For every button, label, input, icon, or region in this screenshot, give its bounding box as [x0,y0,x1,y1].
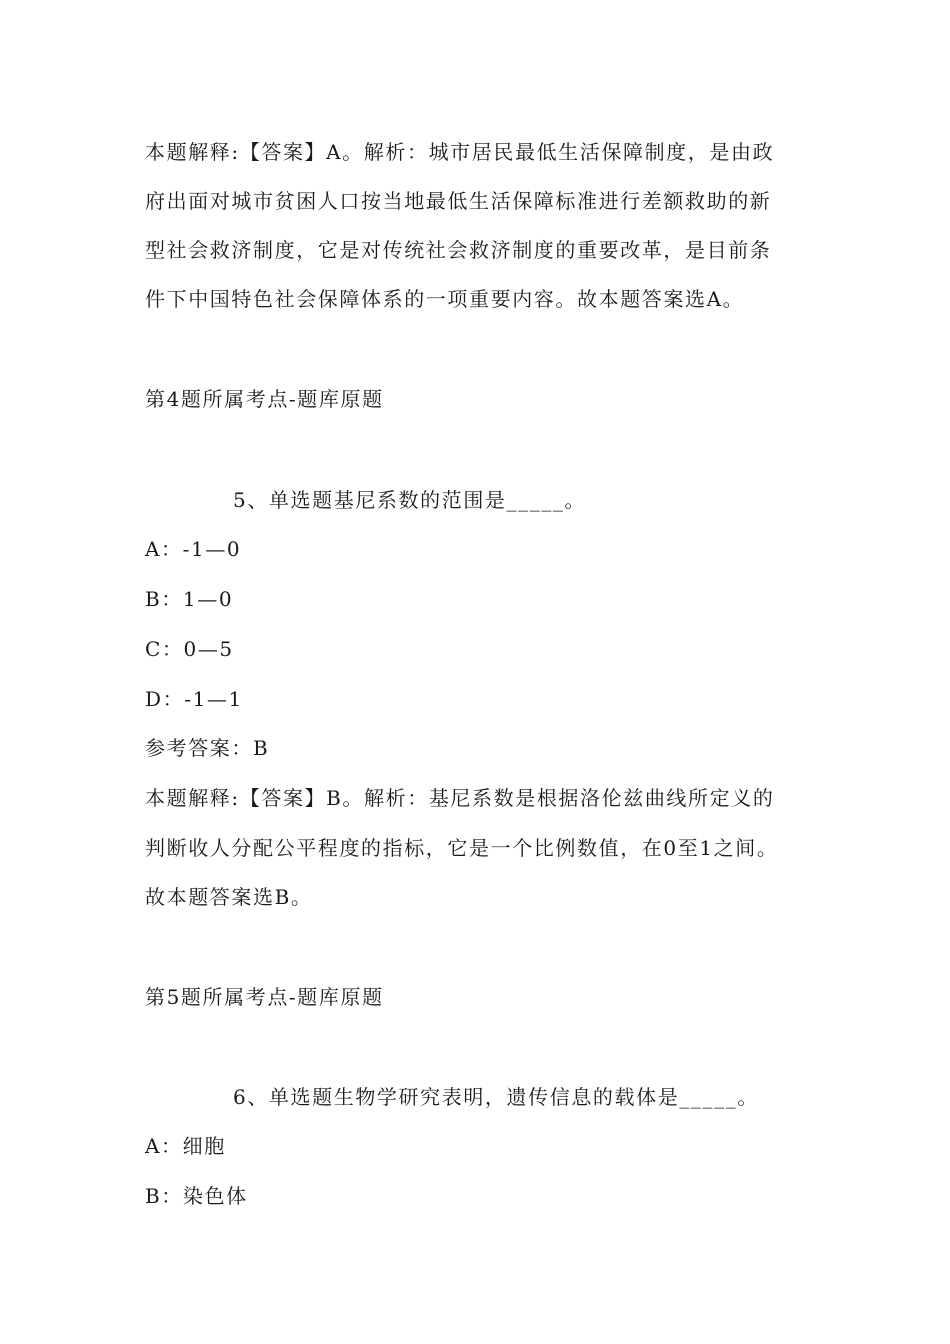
q5-explanation-line-3: 故本题答案选B。 [145,885,313,909]
q4-explanation-line-3: 型社会救济制度，它是对传统社会救济制度的重要改革，是目前条 [145,238,772,262]
q5-stem: 5、单选题基尼系数的范围是_____。 [233,488,587,512]
q4-explanation-line-1: 本题解释:【答案】A。解析：城市居民最低生活保障制度，是由政 [145,140,775,164]
q5-source: 第5题所属考点-题库原题 [145,985,384,1009]
q5-explanation-line-1: 本题解释:【答案】B。解析：基尼系数是根据洛伦兹曲线所定义的 [145,786,775,810]
q5-option-c: C：0—5 [145,637,234,661]
q5-answer: 参考答案：B [145,736,270,760]
q4-source: 第4题所属考点-题库原题 [145,387,384,411]
q5-option-a: A：-1—0 [145,537,242,561]
q4-explanation-line-4: 件下中国特色社会保障体系的一项重要内容。故本题答案选A。 [145,287,745,311]
q6-option-a: A：细胞 [145,1134,226,1158]
q5-option-b: B：1—0 [145,587,234,611]
q6-option-b: B：染色体 [145,1184,248,1208]
q4-explanation-line-2: 府出面对城市贫困人口按当地最低生活保障标准进行差额救助的新 [145,189,772,213]
q5-explanation-line-2: 判断收人分配公平程度的指标，它是一个比例数值，在0至1之间。 [145,836,779,860]
q6-stem: 6、单选题生物学研究表明，遗传信息的载体是_____。 [233,1085,759,1109]
q5-option-d: D：-1—1 [145,687,243,711]
